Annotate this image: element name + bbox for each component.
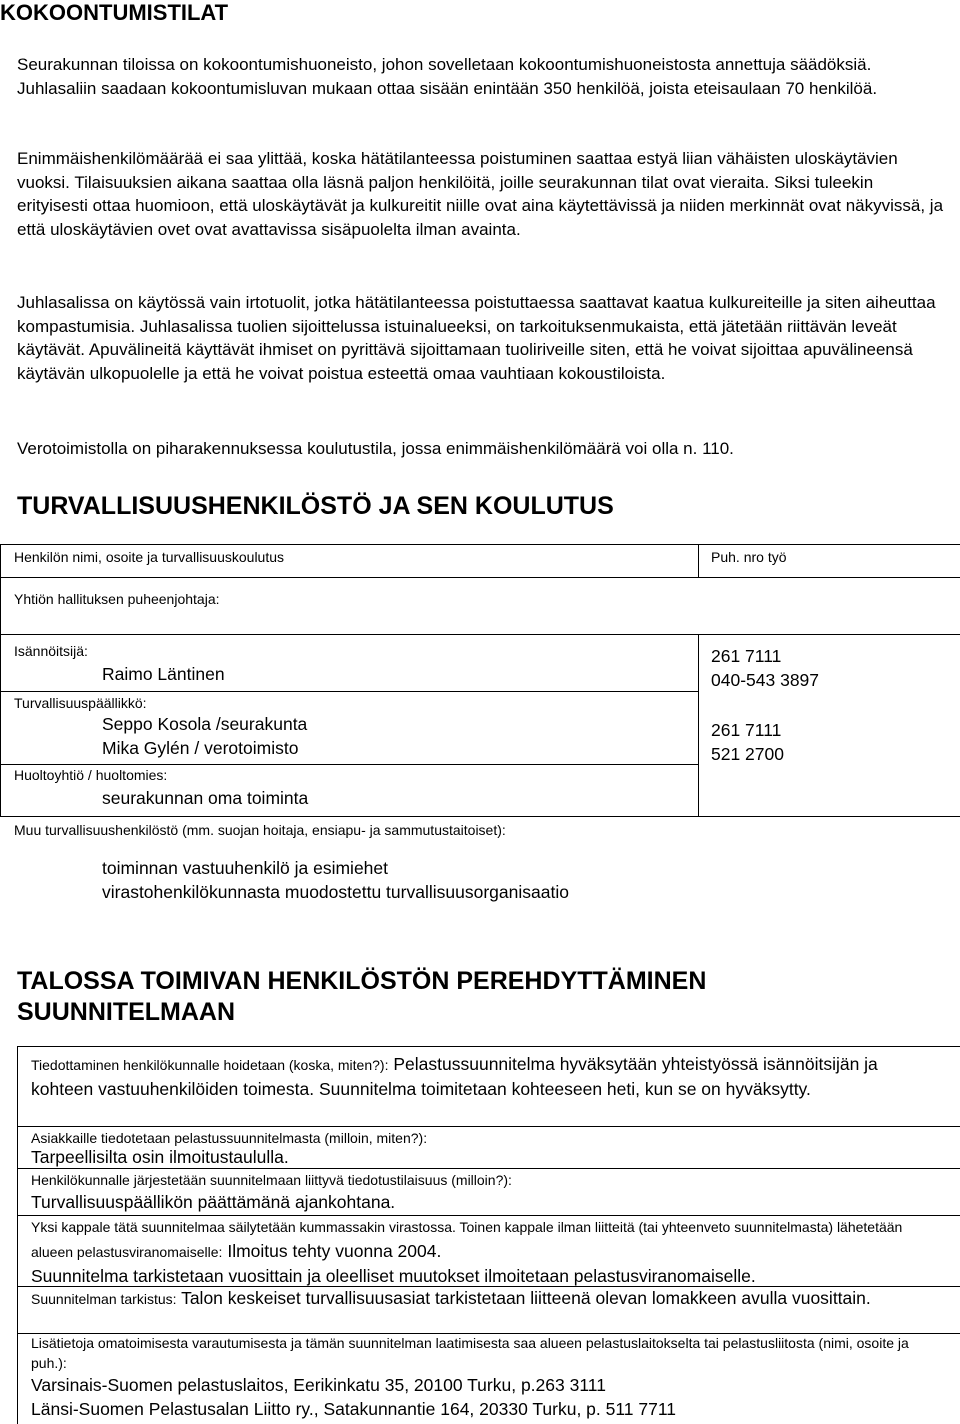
row-info-session-label: Henkilökunnalle järjestetään suunnitelmaan liittyvä tiedotustilaisuus (milloin?): xyxy=(31,1172,512,1188)
paragraph-1: Seurakunnan tiloissa on kokoontumishuoneisto, johon sovelletaan kokoontumishuoneistosta annettuja säädöksiä. Juhlasaliin saadaan kokoontumisluvan mukaan ottaa sisään enintään 350 henkilöä, joista eteisaulaan 70 henkilöä. xyxy=(17,55,878,98)
paragraph-3: Juhlasalissa on käytössä vain irtotuolit, jotka hätätilanteessa poistuttaessa saattavat kaatua kulkureiteille ja siten aiheuttaa kompastumisia. Juhlasalissa tuolien sijoittelussa istuinalueeksi, on tarkoituksenmukaista, että jätetään riittävän leveät käytävät. Apuvälineitä käyttävät ihmiset on pyrittävä sijoittamaan tuoliriveille siten, että he voivat sijoittaa apuvälineensä käytävän ulkopuolelle ja että he voivat poistua esteettä omaa vauhtiaan kokoustiloista. xyxy=(17,293,936,383)
row-staff-informing-text: Pelastussuunnitelma hyväksytään yhteistyössä isännöitsijän ja kohteen vastuuhenkilöiden toimesta. Suunnitelma toimitetaan kohteeseen heti, kun se on hyväksytty. xyxy=(31,1054,878,1099)
manager-phone-1: 261 7111 xyxy=(711,646,782,666)
manager-name: Raimo Läntinen xyxy=(102,664,225,684)
other-staff-label: Muu turvallisuushenkilöstö (mm. suojan hoitaja, ensiapu- ja sammutustaitoiset): xyxy=(14,822,506,838)
row-more-info xyxy=(31,1333,943,1421)
manager-label: Isännöitsijä: xyxy=(14,643,88,659)
row-more-info-label: Lisätietoja omatoimisesta varautumisesta ja tämän suunnitelman laatimisesta saa alueen pelastuslaitokselta tai pelastusliitosta (nimi, osoite ja puh.): xyxy=(31,1335,909,1371)
other-staff-value-1: toiminnan vastuuhenkilö ja esimiehet xyxy=(102,858,388,878)
row-customers xyxy=(31,1126,943,1169)
section-title-perehdyttaminen-line-1: TALOSSA TOIMIVAN HENKILÖSTÖN PEREHDYTTÄMINEN xyxy=(17,967,707,995)
row-info-session xyxy=(31,1168,943,1214)
row-copies-text-2: Suunnitelma tarkistetaan vuosittain ja oleelliset muutokset ilmoitetaan pelastusviranomaiselle. xyxy=(31,1266,756,1286)
safety-manager-name-1: Seppo Kosola /seurakunta xyxy=(102,714,308,734)
safety-manager-phone-2: 521 2700 xyxy=(711,744,784,764)
row-copies-text: Ilmoitus tehty vuonna 2004. xyxy=(227,1241,442,1261)
row-review-label: Suunnitelman tarkistus: xyxy=(31,1291,177,1307)
row-staff-informing xyxy=(31,1052,943,1101)
section-title-kokoontumistilat: KOKOONTUMISTILAT xyxy=(0,0,229,25)
paragraph-4: Verotoimistolla on piharakennuksessa koulutustila, jossa enimmäishenkilömäärä voi olla n. 110. xyxy=(17,439,734,458)
safety-manager-name-2: Mika Gylén / verotoimisto xyxy=(102,738,299,758)
row-review-text: Talon keskeiset turvallisuusasiat tarkistetaan liitteenä olevan lomakkeen avulla vuosittain. xyxy=(181,1288,871,1308)
paragraph-2: Enimmäishenkilömäärää ei saa ylittää, koska hätätilanteessa poistuminen saattaa estyä liian vähäisten uloskäytävien vuoksi. Tilaisuuksien aikana saattaa olla läsnä paljon henkilöitä, joille seurakunnan tilat ovat vieraita. Siksi tuleekin erityisesti ottaa huomioon, että uloskäytävät ja kulkureitit niille ovat aina käytettävissä ja niiden merkinnät ovat näkyvissä, ja että uloskäytävien ovet ovat avattavissa sisäpuolelta ilman avainta. xyxy=(17,149,944,239)
header-person: Henkilön nimi, osoite ja turvallisuuskoulutus xyxy=(14,549,285,565)
chair-label: Yhtiön hallituksen puheenjohtaja: xyxy=(14,591,220,607)
safety-manager-label: Turvallisuuspäällikkö: xyxy=(14,695,147,711)
safety-manager-phone-1: 261 7111 xyxy=(711,720,782,740)
row-copies-label: Yksi kappale tätä suunnitelmaa säilytetään kummassakin virastossa. Toinen kappale ilman liitteitä (tai yhteenveto suunnitelmasta) lähetetään alueen pelastusviranomaiselle: xyxy=(31,1219,903,1260)
row-more-info-text-1: Varsinais-Suomen pelastuslaitos, Eerikinkatu 35, 20100 Turku, p.263 3111 xyxy=(31,1375,606,1395)
row-info-session-text: Turvallisuuspäällikön päättämänä ajankohtana. xyxy=(31,1192,396,1212)
maintenance-label: Huoltoyhtiö / huoltomies: xyxy=(14,767,168,783)
row-staff-informing-label: Tiedottaminen henkilökunnalle hoidetaan (koska, miten?): xyxy=(31,1057,389,1073)
maintenance-value: seurakunnan oma toiminta xyxy=(102,788,309,808)
other-staff-value-2: virastohenkilökunnasta muodostettu turvallisuusorganisaatio xyxy=(102,882,569,902)
row-copies xyxy=(31,1214,943,1288)
header-phone: Puh. nro työ xyxy=(711,549,787,565)
row-more-info-text-2: Länsi-Suomen Pelastusalan Liitto ry., Satakunnantie 164, 20330 Turku, p. 511 7711 xyxy=(31,1399,677,1419)
section-title-perehdyttaminen-line-2: SUUNNITELMAAN xyxy=(17,998,236,1026)
row-review xyxy=(31,1286,943,1311)
row-customers-label: Asiakkaille tiedotetaan pelastussuunnitelmasta (milloin, miten?): xyxy=(31,1130,428,1146)
row-customers-text: Tarpeellisilta osin ilmoitustaululla. xyxy=(31,1147,289,1167)
manager-phone-2: 040-543 3897 xyxy=(711,670,820,690)
section-title-turvallisuushenkilosto: TURVALLISUUSHENKILÖSTÖ JA SEN KOULUTUS xyxy=(17,492,614,520)
